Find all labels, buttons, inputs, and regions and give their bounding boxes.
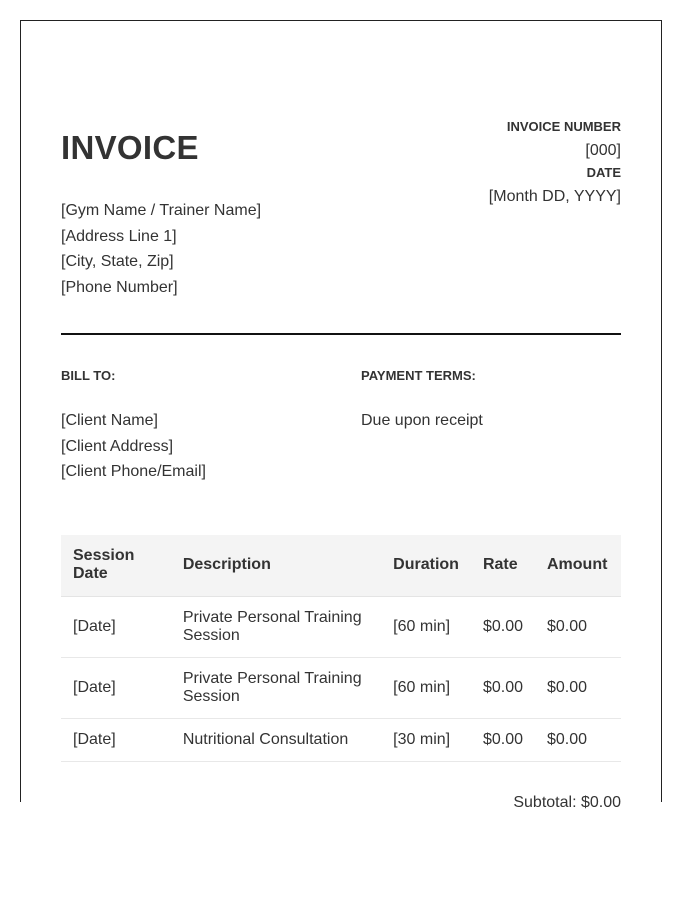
header-duration: Duration	[381, 535, 471, 596]
cell-rate: $0.00	[471, 657, 535, 718]
client-contact: [Client Phone/Email]	[61, 463, 206, 480]
invoice-date-label: DATE	[586, 165, 621, 180]
sender-phone: [Phone Number]	[61, 278, 178, 296]
payment-terms-section	[361, 368, 621, 434]
cell-amount: $0.00	[535, 596, 621, 657]
invoice-number-value: [000]	[585, 142, 621, 159]
invoice-title: INVOICE	[61, 129, 199, 166]
sender-address-block	[61, 198, 261, 300]
cell-duration: [30 min]	[381, 718, 471, 761]
sender-city-state-zip: [City, State, Zip]	[61, 253, 174, 270]
table-row	[61, 596, 621, 657]
client-name: [Client Name]	[61, 412, 158, 429]
sender-address-line: [Address Line 1]	[61, 227, 177, 245]
table-row	[61, 657, 621, 718]
bill-to-section	[61, 368, 341, 485]
cell-amount: $0.00	[535, 718, 621, 761]
cell-description: Nutritional Consultation	[171, 718, 381, 761]
sender-name: [Gym Name / Trainer Name]	[61, 202, 262, 219]
table-header-row	[61, 535, 621, 596]
invoice-meta	[361, 119, 621, 211]
payment-terms-label: PAYMENT TERMS:	[361, 368, 476, 383]
cell-duration: [60 min]	[381, 657, 471, 718]
bill-to-label: BILL TO:	[61, 368, 116, 383]
invoice-date-value: [Month DD, YYYY]	[488, 188, 621, 205]
payment-terms-value: Due upon receipt	[361, 412, 483, 429]
header-divider	[61, 333, 621, 335]
cell-duration: [60 min]	[381, 596, 471, 657]
cell-amount: $0.00	[535, 657, 621, 718]
header-amount: Amount	[535, 535, 621, 596]
cell-description: Private Personal Training Session	[171, 596, 381, 657]
header-description: Description	[171, 535, 381, 596]
invoice-page	[20, 20, 662, 811]
table-row	[61, 718, 621, 761]
client-address: [Client Address]	[61, 437, 174, 455]
cell-session-date: [Date]	[61, 718, 171, 761]
header-rate: Rate	[471, 535, 535, 596]
cell-session-date: [Date]	[61, 596, 171, 657]
invoice-number-label: INVOICE NUMBER	[506, 119, 621, 134]
cell-rate: $0.00	[471, 718, 535, 761]
line-items-table	[61, 535, 621, 762]
header-session-date: Session Date	[61, 535, 171, 596]
bill-to-details	[61, 408, 341, 485]
subtotal-text: Subtotal: $0.00	[513, 794, 621, 811]
cell-description: Private Personal Training Session	[171, 657, 381, 718]
cell-rate: $0.00	[471, 596, 535, 657]
cell-session-date: [Date]	[61, 657, 171, 718]
